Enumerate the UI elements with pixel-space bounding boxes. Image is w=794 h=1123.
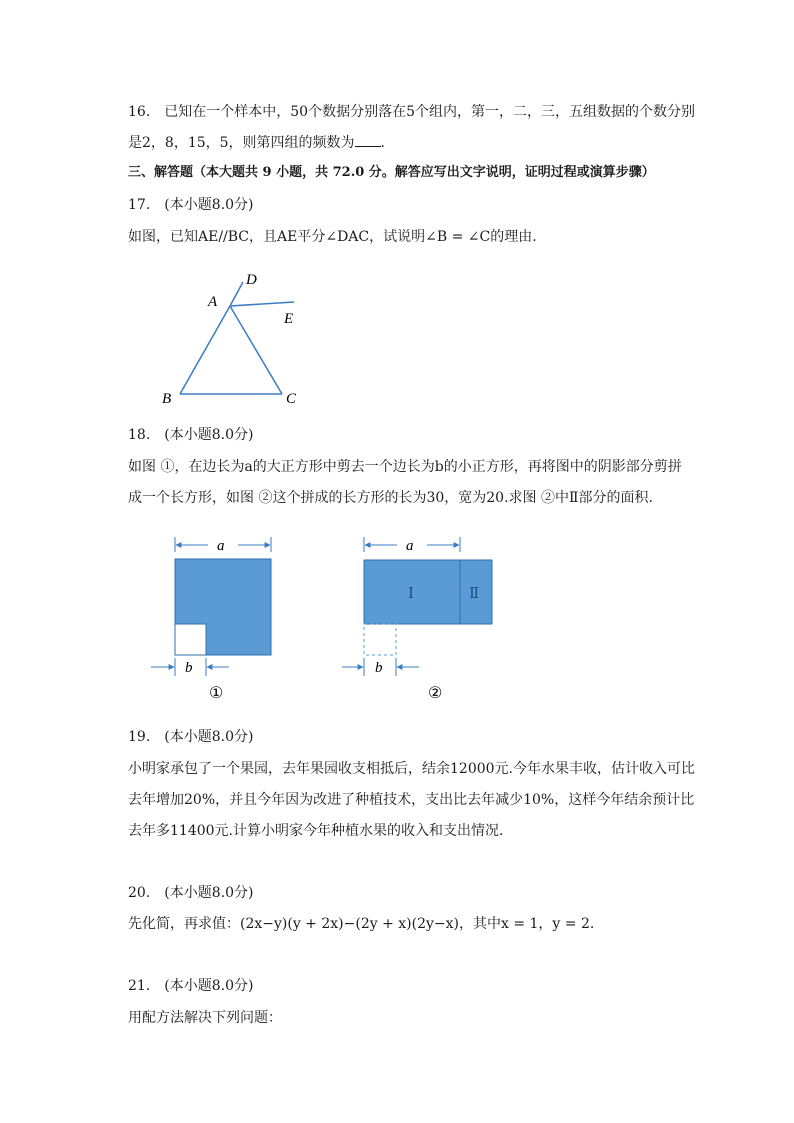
q20-header: 20. (本小题8.0分) [128, 885, 254, 901]
q21-text: 用配方法解决下列问题： [128, 1010, 282, 1026]
fig1-label-b: b [185, 660, 193, 676]
q19-line1: 小明家承包了一个果园，去年果园收支相抵后，结余12000元.今年水果丰收，估计收入可比 [128, 761, 695, 777]
fig2-dashed-square [364, 624, 396, 655]
q18-figure-1 [145, 530, 285, 705]
label-c: C [286, 391, 297, 407]
q21-header: 21. (本小题8.0分) [128, 978, 254, 994]
fig2-region-2-label: Ⅱ [469, 586, 480, 602]
section-title: 三、解答题（本大题共 9 小题，共 72.0 分。解答应写出文字说明，证明过程或演算步骤） [128, 165, 655, 180]
q18-header: 18. (本小题8.0分) [128, 427, 254, 443]
q17-text: 如图，已知AE//BC，且AE平分∠DAC，试说明∠B = ∠C的理由. [128, 229, 537, 245]
q16-line2-text: 是2，8，15，5，则第四组的频数为 [128, 135, 355, 151]
q16-line2-end: . [380, 135, 385, 151]
q19-line3: 去年多11400元.计算小明家今年种植水果的收入和支出情况. [128, 823, 504, 839]
q16-line1: 16. 已知在一个样本中，50个数据分别落在5个组内，第一，二，三，五组数据的个数分别 [128, 104, 695, 120]
ray-ae [230, 302, 294, 306]
q17-header: 17. (本小题8.0分) [128, 197, 254, 213]
fig2-caption: ② [428, 685, 443, 702]
side-ac [230, 306, 282, 394]
fig2-label-a: a [406, 538, 414, 554]
q20-text: 先化简，再求值：(2x−y)(y + 2x)−(2y + x)(2y−x)，其中x = 1，y = 2. [128, 916, 595, 932]
ray-ad [230, 282, 243, 306]
q19-header: 19. (本小题8.0分) [128, 729, 254, 745]
q19-line2: 去年增加20%，并且今年因为改进了种植技术，支出比去年减少10%，这样今年结余预计比 [128, 792, 695, 808]
side-ab [180, 306, 230, 394]
answer-blank [355, 132, 381, 147]
fig1-small-square [175, 624, 206, 655]
fig1-caption: ① [209, 685, 224, 702]
q18-line2: 成一个长方形，如图 ②这个拼成的长方形的长为30，宽为20.求图 ②中Ⅱ部分的面积. [128, 490, 653, 506]
q17-triangle-figure [150, 262, 310, 412]
q18-line1: 如图 ①，在边长为a的大正方形中剪去一个边长为b的小正方形，再将图中的阴影部分剪拼 [128, 459, 682, 475]
label-b: B [162, 391, 172, 407]
label-a: A [208, 294, 218, 310]
label-e: E [284, 311, 294, 327]
fig2-region-1-label: Ⅰ [408, 586, 414, 602]
label-d: D [246, 272, 257, 288]
fig1-label-a: a [217, 538, 225, 554]
fig2-label-b: b [375, 660, 383, 676]
q18-figure-2 [340, 530, 510, 705]
q16-line2 [128, 132, 385, 153]
